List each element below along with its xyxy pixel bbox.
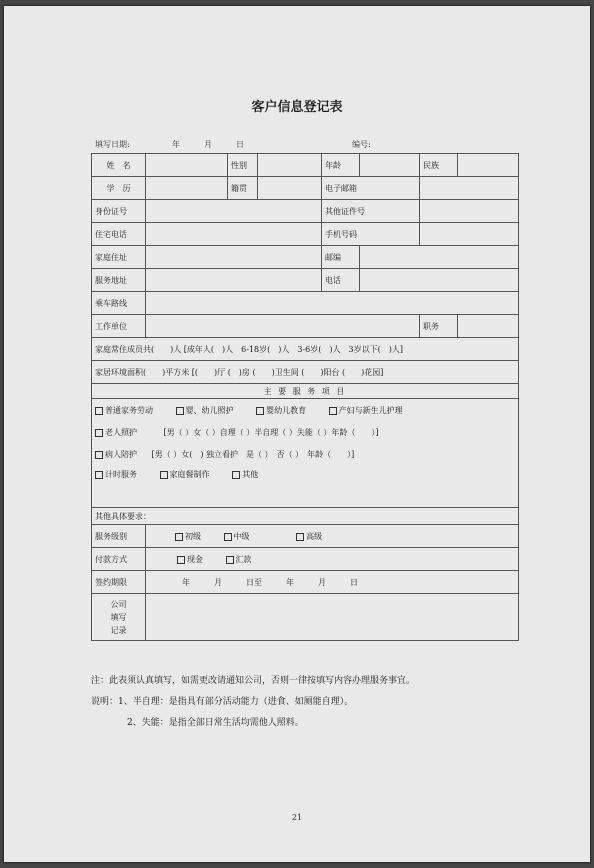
gender-field[interactable] [258,154,322,177]
checkbox-icon[interactable] [296,533,304,541]
level-advanced: 高级 [306,531,323,541]
level-basic: 初级 [185,531,201,541]
postcode-label: 邮编 [322,246,360,269]
term-label: 签约期限 [92,571,146,594]
services-row-1 [92,399,519,422]
age-label: 年龄 [322,154,360,177]
native-field[interactable] [258,177,322,200]
family-members-row[interactable]: 家庭常住成员共( )人 [成年人( )人 6-18岁( )人 3-6岁( )人 3岁以下( )人] [92,338,519,361]
phone-field[interactable] [360,269,519,292]
checkbox-icon[interactable] [95,407,103,415]
term-field[interactable]: 年 月 日至 年 月 日 [146,571,519,594]
service-addr-label: 服务地址 [92,269,146,292]
service-patient: 病人陪护 [105,449,137,459]
position-field[interactable] [458,315,519,338]
notes [91,671,415,734]
services-row-3 [92,443,519,465]
checkbox-icon[interactable] [176,407,184,415]
ethnicity-label: 民族 [420,154,458,177]
postcode-field[interactable] [360,246,519,269]
age-field[interactable] [360,154,420,177]
year-label: 年 [172,140,180,149]
service-other: 其他 [242,470,259,479]
company-record-label [92,594,146,641]
other-id-field[interactable] [420,200,519,223]
checkbox-icon[interactable] [95,471,103,479]
education-label: 学 历 [92,177,146,200]
home-phone-field[interactable] [146,223,322,246]
page-number: 21 [291,813,303,822]
gender-label: 性别 [228,154,258,177]
position-label: 职务 [420,315,458,338]
note-1: 注：此表须认真填写，如需更改请通知公司，否则一律按填写内容办理服务事宜。 [91,676,416,686]
mobile-field[interactable] [420,223,519,246]
route-label: 乘车路线 [92,292,146,315]
elderly-detail: [男（ ）女（ ）自理（ ）半自理（ ）失能（ ）年龄（ ）] [163,427,379,437]
checkbox-icon[interactable] [329,407,337,415]
service-addr-field[interactable] [146,269,322,292]
checkbox-icon[interactable] [95,451,103,459]
home-phone-label: 住宅电话 [92,223,146,246]
note-2: 说明：1、半自理：是指具有部分活动能力（进食、如厕能自理）。 [91,697,354,707]
phone-label: 电话 [322,269,360,292]
service-meal: 家庭餐制作 [169,470,210,479]
name-field[interactable] [146,154,228,177]
level-options [146,525,519,548]
mobile-label: 手机号码 [322,223,420,246]
company-label-2: 填写 [110,612,127,622]
company-label-3: 记录 [110,625,127,635]
checkbox-icon[interactable] [177,556,185,564]
email-field[interactable] [420,177,519,200]
checkbox-icon[interactable] [95,429,103,437]
ethnicity-field[interactable] [458,154,519,177]
workplace-label: 工作单位 [92,315,146,338]
payment-label: 付款方式 [92,548,146,571]
registration-form [91,153,519,641]
native-label: 籍贯 [228,177,258,200]
service-housework: 普通家务劳动 [105,405,153,415]
other-id-label: 其他证件号 [322,200,420,223]
payment-transfer: 汇款 [235,554,252,564]
service-maternal-care: 产妇与新生儿护理 [338,405,403,415]
home-addr-label: 家庭住址 [92,246,146,269]
company-record-field[interactable] [146,594,519,641]
service-elderly: 老人照护 [105,427,137,437]
level-intermediate: 中级 [233,531,250,541]
workplace-field[interactable] [146,315,420,338]
month-label: 月 [204,140,212,149]
service-hourly: 计时服务 [105,470,137,479]
route-field[interactable] [146,292,519,315]
name-label: 姓 名 [92,154,146,177]
checkbox-icon[interactable] [256,407,264,415]
service-infant-education: 婴幼儿教育 [266,405,307,415]
checkbox-icon[interactable] [224,533,232,541]
services-header: 主 要 服 务 项 目 [92,384,519,399]
payment-options [146,548,519,571]
page-title: 客户信息登记表 [251,100,343,115]
document-page [4,6,590,862]
email-label: 电子邮箱 [322,177,420,200]
checkbox-icon[interactable] [232,471,240,479]
id-field[interactable] [146,200,322,223]
level-label: 服务级别 [92,525,146,548]
services-row-2 [92,421,519,443]
patient-detail: [男（ ）女( ) 独立看护 是（ ） 否（ ） 年龄（ ）] [151,449,355,459]
number-label: 编号: [352,140,371,149]
service-infant-care: 婴、幼儿照护 [185,405,234,415]
checkbox-icon[interactable] [226,556,234,564]
day-label: 日 [236,140,244,149]
payment-cash: 现金 [187,554,203,564]
home-addr-field[interactable] [146,246,322,269]
id-label: 身份证号 [92,200,146,223]
fill-date-label: 填写日期: [95,140,130,149]
note-3: 2、失能：是指全部日常生活均需他人照料。 [127,718,304,728]
education-field[interactable] [146,177,228,200]
company-label-1: 公司 [110,599,127,609]
other-requirements[interactable]: 其他具体要求： [92,508,519,525]
checkbox-icon[interactable] [175,533,183,541]
services-row-4 [92,465,519,508]
living-area-row[interactable]: 家居环境面积( )平方米 [( )厅 ( )房 ( )卫生间 ( )阳台 ( )花园] [92,361,519,384]
checkbox-icon[interactable] [160,471,168,479]
